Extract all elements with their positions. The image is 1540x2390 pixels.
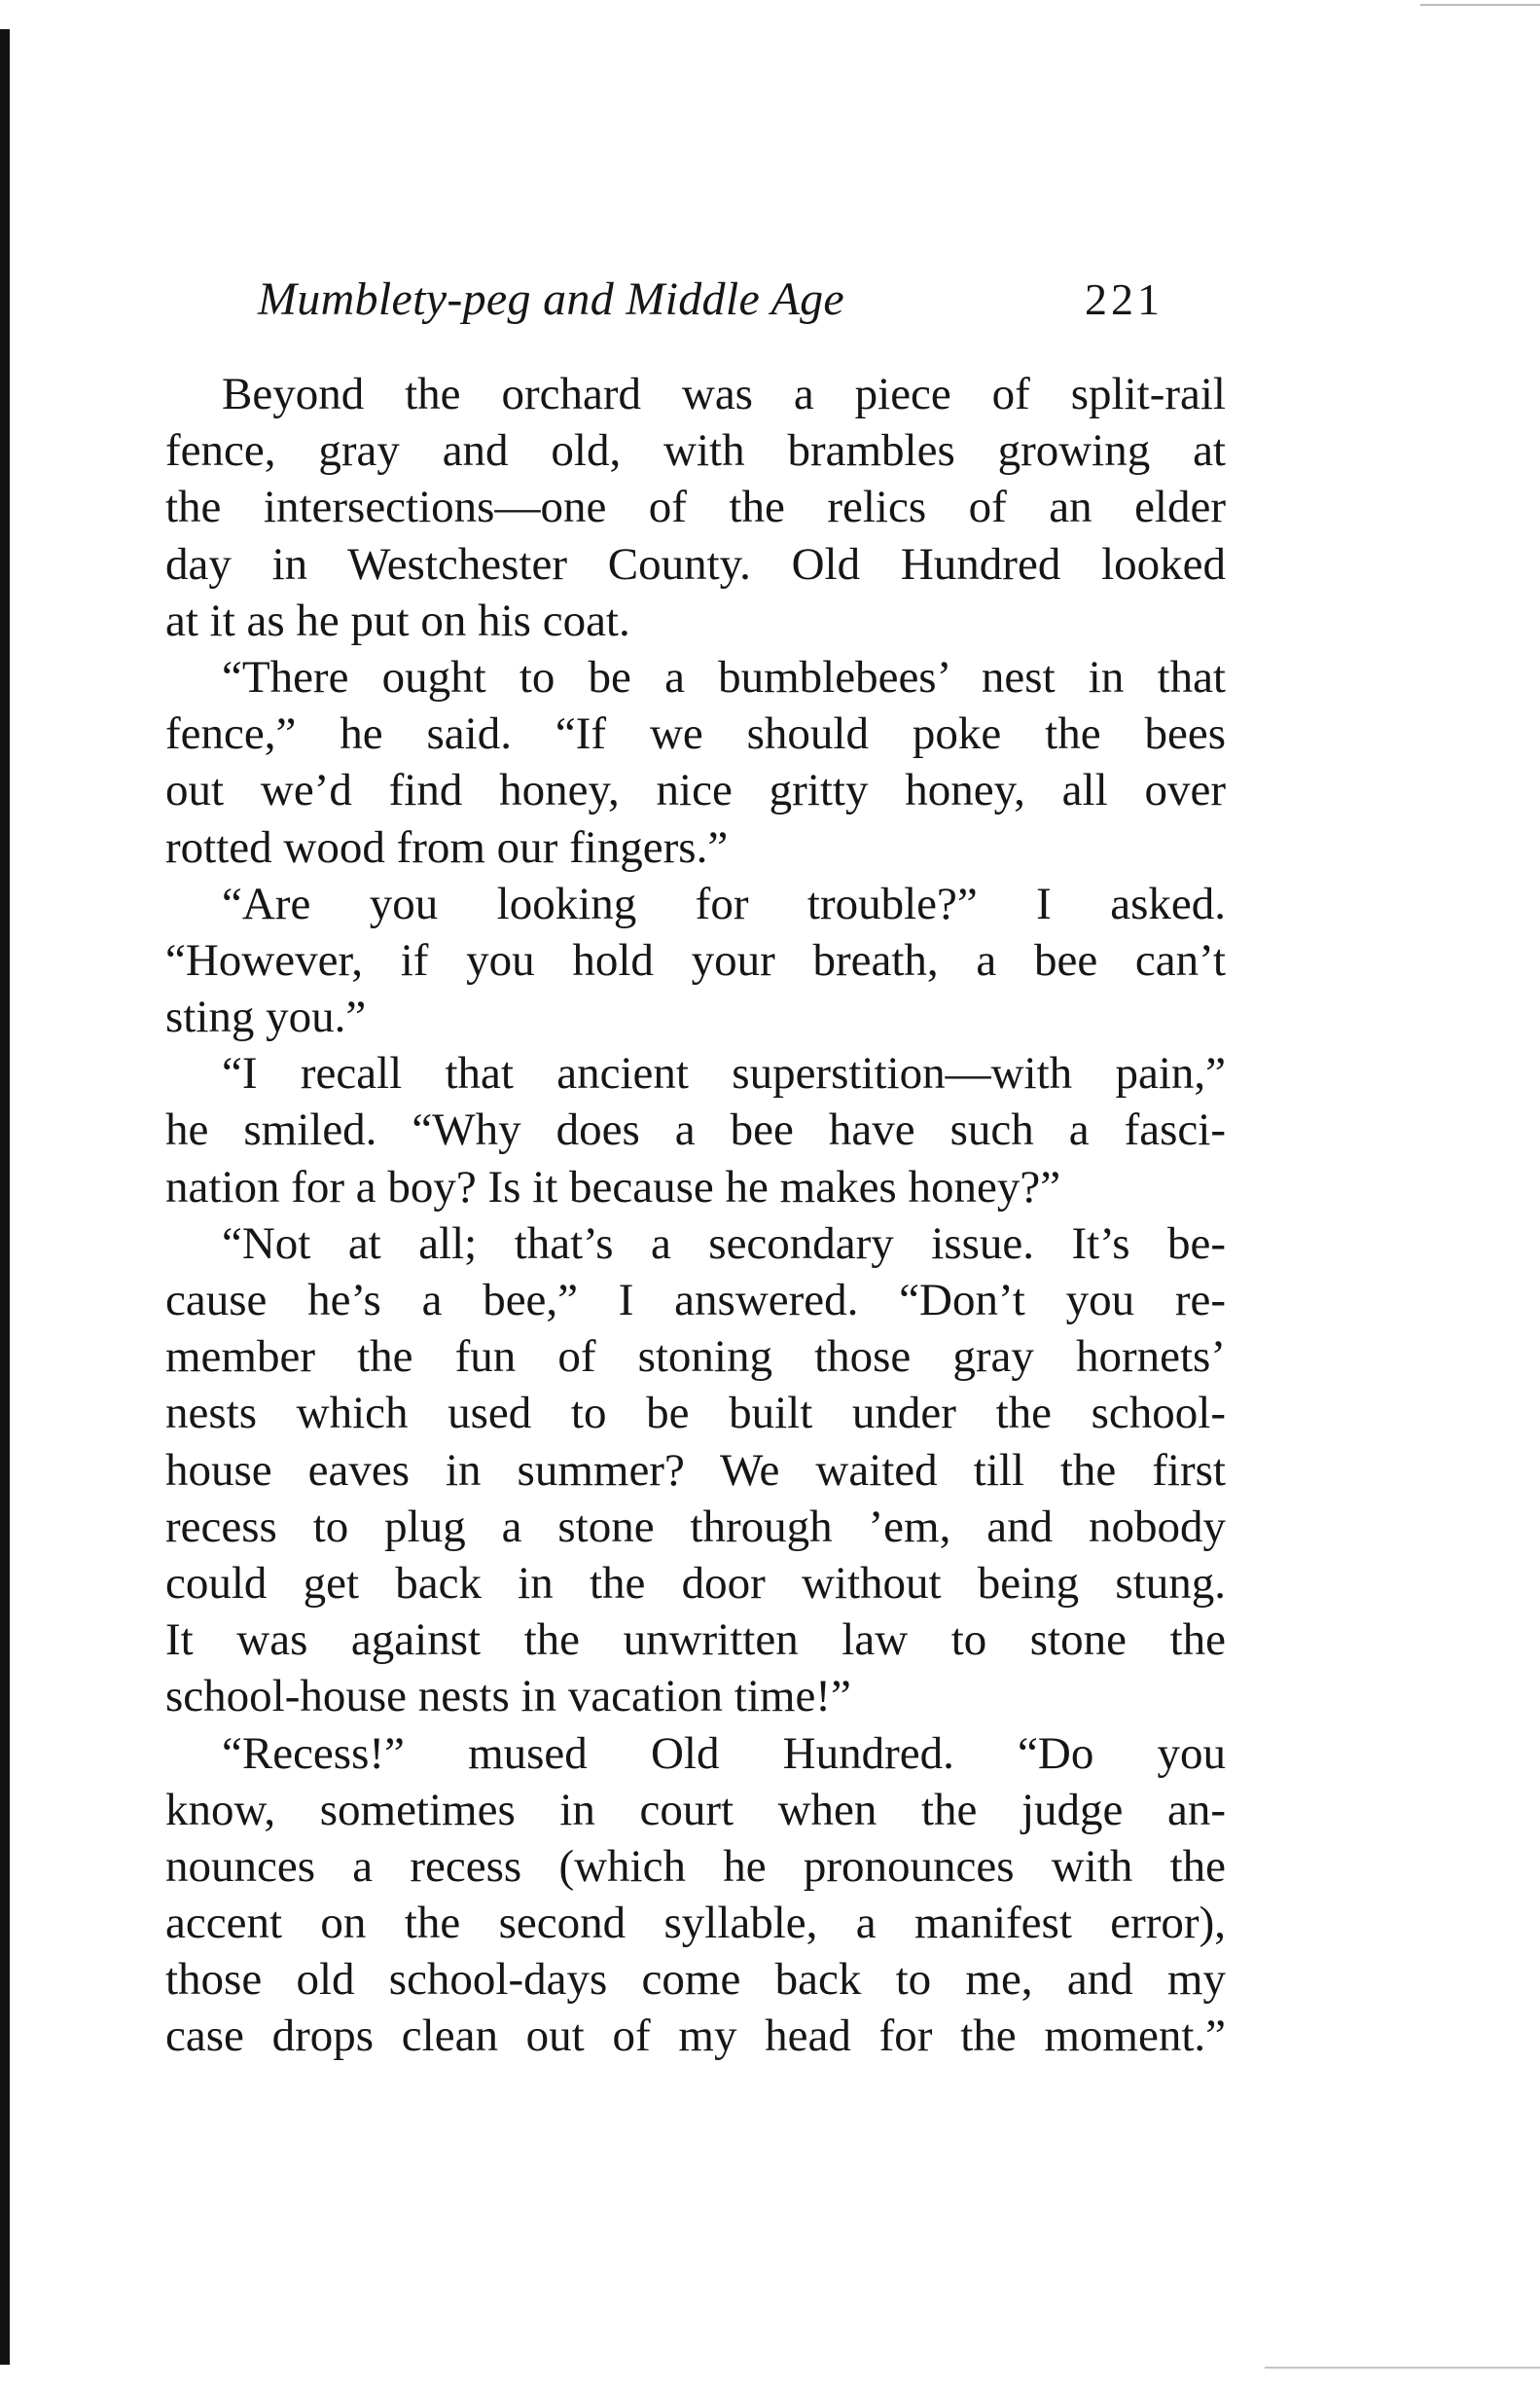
text-line: It was against the unwritten law to stone the bbox=[165, 1614, 1226, 1666]
text-line: out we’d find honey, nice gritty honey, all over bbox=[165, 765, 1226, 816]
text-line: recess to plug a stone through ’em, and nobody bbox=[165, 1501, 1226, 1552]
page-header bbox=[165, 243, 1226, 331]
scan-edge-line-top bbox=[1420, 4, 1540, 6]
body-text bbox=[165, 366, 1226, 2065]
text-line: day in Westchester County. Old Hundred looked bbox=[165, 538, 1226, 590]
text-line: house eaves in summer? We waited till the first bbox=[165, 1444, 1226, 1496]
text-line: nounces a recess (which he pronounces with the bbox=[165, 1840, 1226, 1892]
page-number: 221 bbox=[1085, 274, 1164, 324]
text-line: “However, if you hold your breath, a bee can’t bbox=[165, 934, 1226, 986]
text-line: know, sometimes in court when the judge an- bbox=[165, 1784, 1226, 1835]
text-line: “There ought to be a bumblebees’ nest in that bbox=[222, 651, 1226, 703]
running-title: Mumblety-peg and Middle Age bbox=[258, 273, 845, 325]
text-line: Beyond the orchard was a piece of split-rail bbox=[222, 369, 1226, 419]
text-line: case drops clean out of my head for the moment.” bbox=[165, 2010, 1226, 2062]
text-line: he smiled. “Why does a bee have such a fasci- bbox=[165, 1104, 1226, 1156]
text-line: cause he’s a bee,” I answered. “Don’t you re- bbox=[165, 1275, 1226, 1325]
text-line: “I recall that ancient superstition—with pain,” bbox=[222, 1048, 1226, 1100]
text-line: fence, gray and old, with brambles growing at bbox=[165, 425, 1226, 477]
text-line: fence,” he said. “If we should poke the bees bbox=[165, 708, 1226, 760]
text-line: “Recess!” mused Old Hundred. “Do you bbox=[222, 1727, 1226, 1779]
text-line: “Not at all; that’s a secondary issue. It’s be- bbox=[222, 1217, 1226, 1269]
text-line: nests which used to be built under the school- bbox=[165, 1388, 1226, 1439]
text-line: the intersections—one of the relics of an elder bbox=[165, 482, 1226, 533]
text-line: accent on the second syllable, a manifest error), bbox=[165, 1898, 1226, 1949]
text-line: those old school-days come back to me, and my bbox=[165, 1954, 1226, 2006]
scan-binding-edge bbox=[0, 29, 10, 2365]
scan-edge-line-bottom bbox=[1265, 2367, 1540, 2369]
text-line: at it as he put on his coat. bbox=[165, 595, 630, 646]
text-line: school-house nests in vacation time!” bbox=[165, 1671, 851, 1722]
text-line: “Are you looking for trouble?” I asked. bbox=[222, 878, 1226, 929]
text-line: sting you.” bbox=[165, 992, 367, 1043]
text-line: rotted wood from our fingers.” bbox=[165, 821, 729, 873]
text-line: nation for a boy? Is it because he makes honey?” bbox=[165, 1161, 1061, 1213]
text-line: member the fun of stoning those gray hornets’ bbox=[165, 1331, 1226, 1383]
text-line: could get back in the door without being stung. bbox=[165, 1557, 1226, 1609]
